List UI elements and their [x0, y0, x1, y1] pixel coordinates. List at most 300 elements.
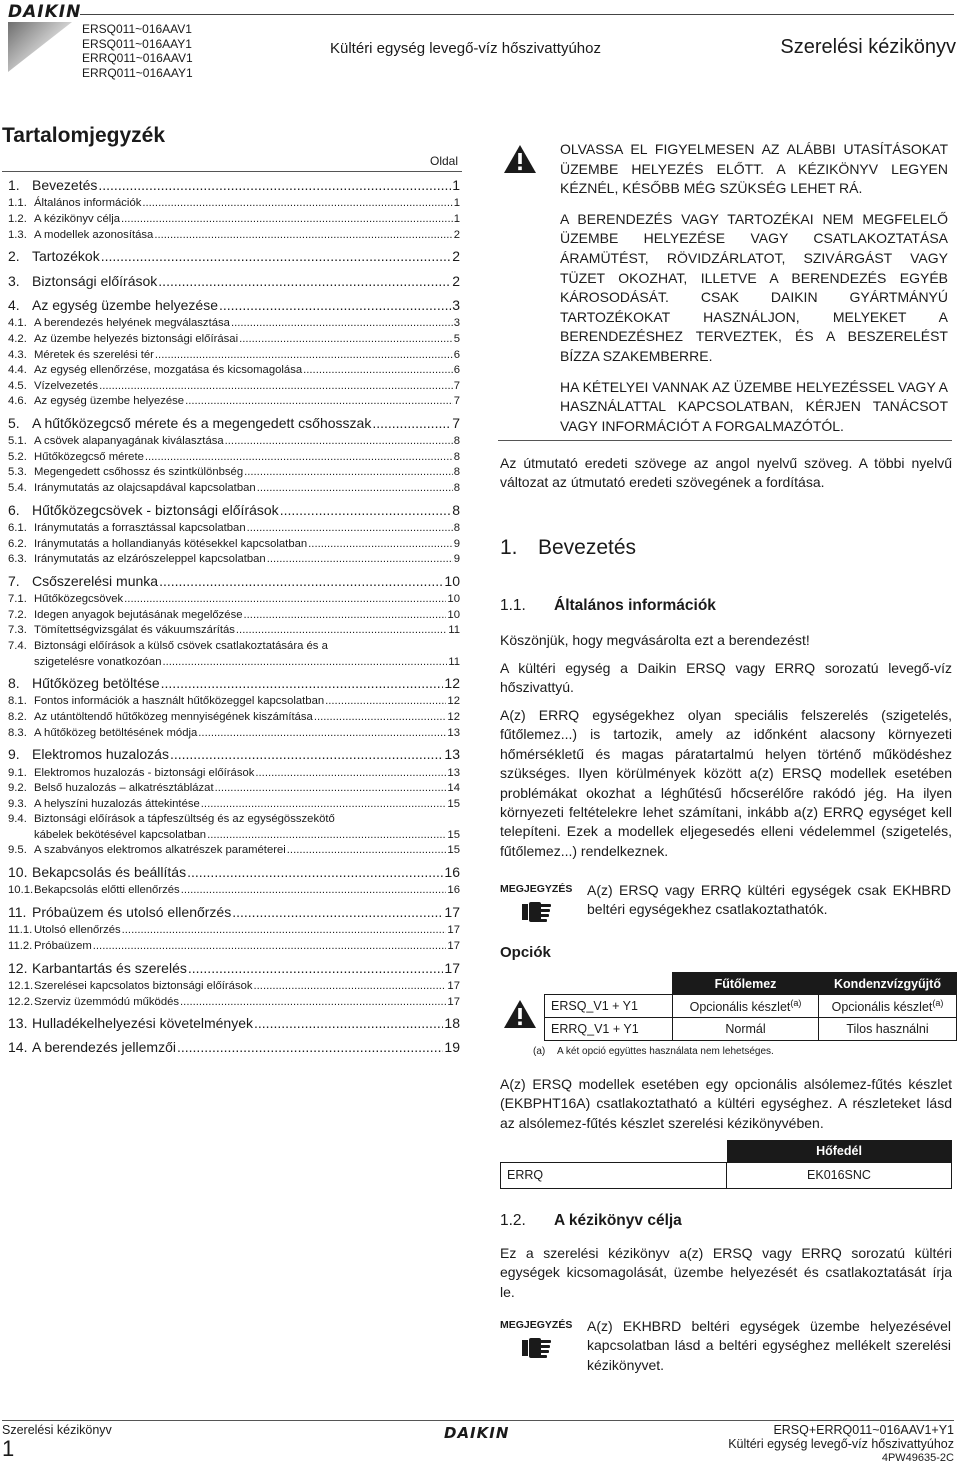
toc-leader [244, 608, 447, 624]
toc-page-number: 2 [452, 272, 460, 289]
toc-number: 7.2. [8, 608, 27, 621]
model-line: ERRQ011~016AAY1 [82, 65, 193, 80]
toc-number: 4.1. [8, 317, 27, 330]
toc-section-row[interactable] [8, 979, 460, 995]
toc-number: 4.3. [8, 348, 27, 361]
toc-title-text: Próbaüzem és utolsó ellenőrzés [32, 903, 232, 920]
document-code: 4PW49635-2C [881, 1452, 954, 1463]
toc-section-row[interactable] [8, 694, 460, 710]
toc-title-text: Biztonsági előírások a külső csövek csatlakoztatására és a [34, 640, 328, 653]
warning-block [560, 140, 948, 447]
warning-ask-dealer: HA KÉTELYEI VANNAK AZ ÜZEMBE HELYEZÉSSEL VAGY A HASZNÁLATTAL KAPCSOLATBAN, KÉRJEN TANÁCSOT VAGY INFORMÁCIÓT A FORGALMAZÓTÓL. [560, 378, 948, 434]
toc-title-text: Próbaüzem [34, 939, 92, 952]
toc-leader [180, 995, 446, 1011]
toc-chapter-row[interactable] [8, 501, 460, 521]
toc-page-number: 15 [447, 844, 460, 857]
footnote-text: A két opció együttes használata nem lehetséges. [557, 1046, 774, 1057]
toc-leader [314, 710, 447, 726]
subsection-heading-1-1 [500, 597, 716, 615]
toc-section-row[interactable] [8, 939, 460, 955]
toc-number: 9.3. [8, 797, 27, 810]
toc-section-row[interactable] [8, 379, 460, 395]
toc-number: 7. [8, 572, 20, 589]
note-hand-icon [522, 901, 552, 923]
toc-number: 4.5. [8, 379, 27, 392]
toc-chapter-row[interactable] [8, 414, 460, 434]
toc-title-text: Iránymutatás az olajcsapdával kapcsolatban [34, 482, 256, 495]
toc-leader [177, 1038, 443, 1057]
toc-leader [122, 923, 447, 939]
toc-number: 9.1. [8, 766, 27, 779]
toc-page-number: 17 [447, 979, 460, 992]
footer-product-title: Kültéri egység levegő-víz hőszivattyúhoz [728, 1437, 954, 1451]
toc-section-row[interactable] [8, 766, 460, 782]
subsection-title: A kézikönyv célja [554, 1212, 682, 1229]
table-cell: EK016SNC [727, 1162, 952, 1188]
toc-chapter-row[interactable] [8, 863, 460, 883]
toc-leader [201, 797, 447, 813]
toc-page-number: 8 [452, 501, 460, 518]
toc-page-number: 8 [453, 435, 460, 448]
toc-title-text: Hűtőközeg betöltése [32, 675, 160, 692]
toc-title-text: Szerelései kapcsolatos biztonsági előírások [34, 979, 253, 992]
toc-title-text: Iránymutatás az elzárószeleppel kapcsolatban [34, 553, 266, 566]
options-title: Opciók [500, 944, 551, 961]
toc-section-row[interactable] [8, 537, 460, 553]
toc-page-number: 15 [447, 797, 460, 810]
toc-number: 1.2. [8, 212, 27, 225]
toc-leader [287, 843, 447, 859]
toc-leader [239, 332, 453, 348]
table-row [545, 995, 957, 1018]
table-header-row [545, 973, 957, 995]
toc-leader [308, 537, 453, 553]
toc-section-row[interactable] [8, 995, 460, 1011]
section-number: 1. [500, 536, 518, 559]
toc-leader [303, 363, 453, 379]
toc-page-number: 10 [447, 608, 460, 621]
header-subtitle: Kültéri egység levegő-víz hőszivattyúhoz [330, 40, 601, 57]
toc-title-text: kábelek bekötésével kapcsolatban [34, 828, 207, 841]
toc-leader [372, 414, 451, 433]
toc-title-text: Szerviz üzemmódú működés [34, 995, 180, 1008]
toc-title-text: Iránymutatás a hollandianyás kötésekkel kapcsolatban [34, 537, 308, 550]
toc-title-text: Méretek és szerelési tér [34, 348, 154, 361]
toc-title-text: Csőszerelési munka [32, 572, 159, 589]
toc-title-text: A hűtőközegcső mérete és a megengedett csőhosszak [32, 414, 372, 431]
toc-number: 5.2. [8, 450, 27, 463]
toc-chapter-row[interactable] [8, 247, 460, 267]
errq-paragraph: A(z) ERRQ egységekhez olyan speciális felszerelés (szigetelés, fűtőlemez...) is tartozik, amely az időnként alacsony környezeti hőmérsékletű és magas páratartalmú helyen történő működéshez szükséges. Ilyen körülmények között a(z) ERSQ modellek esetében problémákat okozhat a léghűtésű hőcserélőre rakódó jég. Ha ilyen környezeti feltételekre lehet számítani, inkább a(z) ERRQ egységet kell telepíteni. Ezek a modellek eljegesedés elleni védelemmel (szigetelés, fűtőlemez...) rendelkeznek. [500, 707, 952, 859]
model-list [82, 22, 193, 80]
toc-number: 2. [8, 248, 20, 265]
toc-leader [215, 781, 447, 797]
toc-title-text: Iránymutatás a forrasztással kapcsolatban [34, 522, 246, 535]
toc-leader [280, 501, 452, 520]
toc-page-number: 17 [447, 939, 460, 952]
toc-title-text: Fontos információk a használt hűtőközeggel kapcsolatban [34, 695, 325, 708]
table-header: Fűtőlemez [673, 973, 819, 995]
toc-leader [188, 959, 444, 978]
toc-title-text: Karbantartás és szerelés [32, 959, 187, 976]
toc-page-number: 16 [447, 884, 460, 897]
toc-section-row[interactable] [8, 196, 460, 212]
toc-number: 14. [8, 1039, 28, 1056]
model-line: ERSQ011~016AAY1 [82, 36, 192, 51]
toc-number: 4.4. [8, 364, 27, 377]
toc-title-text: Az egység üzembe helyezése [32, 296, 218, 313]
toc-title-text: Bevezetés [32, 177, 98, 193]
options-table [544, 972, 957, 1041]
toc-page-number: 3 [452, 296, 460, 313]
toc-title-text: Elektromos huzalozás [32, 746, 169, 763]
warning-triangle-icon [503, 999, 537, 1029]
toc-section-row[interactable] [8, 212, 460, 228]
toc-chapter-row[interactable] [8, 296, 460, 316]
footer-left [2, 1423, 112, 1461]
footer-doc-title: Szerelési kézikönyv [2, 1423, 112, 1437]
purpose-paragraph: Ez a szerelési kézikönyv a(z) ERSQ vagy ERRQ sorozatú kültéri egységek kicsomagolását, üzembe helyezését és csatlakoztatását írja le. [500, 1245, 952, 1300]
toc-leader [170, 745, 443, 764]
toc-page-number: 12 [447, 695, 460, 708]
toc-leader [161, 674, 444, 693]
toc-chapter-row[interactable] [8, 1014, 460, 1034]
toc-number: 7.3. [8, 624, 27, 637]
toc-page-number: 17 [447, 924, 460, 937]
toc-leader [236, 623, 447, 639]
toc-page-number: 2 [452, 248, 460, 265]
footnote-mark: (a) [533, 1046, 546, 1057]
thanks-paragraph: Köszönjük, hogy megvásárolta ezt a berendezést! [500, 632, 810, 648]
table-cell [819, 995, 957, 1018]
toc-page-number: 11 [448, 624, 460, 637]
toc-page-number: 8 [453, 466, 460, 479]
toc-chapter-row[interactable] [8, 903, 460, 923]
toc-title-text: A hűtőközeg betöltésének módja [34, 726, 198, 739]
toc-page-number: 6 [453, 364, 460, 377]
toc-number: 5. [8, 414, 20, 431]
toc-leader [219, 296, 451, 315]
toc-number: 4.6. [8, 395, 27, 408]
toc-leader [325, 694, 446, 710]
toc-number: 6.2. [8, 537, 27, 550]
table-header-blank [501, 1140, 727, 1162]
toc-page-number: 8 [453, 522, 460, 535]
header-rule [80, 14, 954, 15]
footer-right [728, 1423, 954, 1463]
toc-leader [255, 766, 446, 782]
toc-number: 3. [8, 272, 20, 289]
toc-section-row[interactable] [8, 843, 460, 859]
toc-section-row[interactable] [8, 228, 460, 244]
toc-section-row[interactable] [8, 592, 460, 608]
toc-number: 6.3. [8, 553, 27, 566]
toc-title-text: Hűtőközegcsövek [34, 593, 124, 606]
toc-title-text: A berendezés jellemzői [32, 1039, 176, 1056]
toc-title-text: A modellek azonosítása [34, 228, 154, 241]
toc-leader [98, 176, 451, 195]
note-indoor-manual: A(z) EKHBRD beltéri egységek üzembe helyezésével kapcsolatban lásd a beltéri egységhez mellékelt szerelési kézikönyvet. [587, 1318, 951, 1373]
table-cell [673, 995, 819, 1018]
toc-section-row[interactable] [8, 450, 460, 466]
cell-text: Opcionális készlet [689, 1000, 791, 1015]
toc-title: Tartalomjegyzék [2, 124, 166, 147]
toc-title-text: Megengedett csőhossz és szintkülönbség [34, 466, 244, 479]
toc-page-number: 9 [453, 553, 460, 566]
toc-page-number: 7 [453, 395, 460, 408]
table-row [545, 1018, 957, 1041]
toc-section-row[interactable] [8, 639, 460, 670]
toc-section-row[interactable] [8, 726, 460, 742]
toc-leader [207, 828, 446, 844]
toc-title-text: Bekapcsolás és beállítás [32, 863, 187, 880]
toc-number: 5.3. [8, 466, 27, 479]
toc-page-number: 17 [447, 995, 460, 1008]
footer-rule [2, 1420, 954, 1421]
table-footnote [533, 1046, 774, 1057]
toc-section-row[interactable] [8, 883, 460, 899]
toc-title-text: Bekapcsolás előtti ellenőrzés [34, 884, 180, 897]
toc-chapter-row[interactable] [8, 176, 460, 196]
toc-page-number: 8 [453, 450, 460, 463]
toc-page-number: 17 [444, 903, 460, 920]
toc-page-number: 8 [453, 482, 460, 495]
toc-title-text: A csövek alapanyagának kiválasztása [34, 435, 224, 448]
toc-section-row[interactable] [8, 394, 460, 410]
toc-page-number: 3 [453, 317, 460, 330]
toc-leader [101, 247, 452, 266]
toc-title-text: Az egység ellenőrzése, mozgatása és kicsomagolása [34, 364, 303, 377]
toc-section-row[interactable] [8, 781, 460, 797]
toc-number: 9.5. [8, 844, 27, 857]
toc-number: 10.1. [8, 884, 34, 897]
toc-leader [159, 572, 443, 591]
toc-section-row[interactable] [8, 623, 460, 639]
toc-title-text: Belső huzalozás – alkatrésztáblázat [34, 782, 214, 795]
toc-page-number: 14 [447, 782, 460, 795]
toc-section-row[interactable] [8, 332, 460, 348]
toc-chapter-row[interactable] [8, 674, 460, 694]
toc-leader [198, 726, 446, 742]
toc-leader [254, 1014, 443, 1033]
toc-number: 12.2. [8, 995, 34, 1008]
intro-paragraph: A kültéri egység a Daikin ERSQ vagy ERRQ sorozatú levegő-víz hőszivattyú. [500, 660, 952, 696]
page-number: 1 [2, 1436, 15, 1461]
toc-leader [231, 316, 453, 332]
footnote-ref: (a) [932, 997, 944, 1008]
note-hand-icon [522, 1337, 552, 1359]
table-header: Hőfedél [727, 1140, 952, 1162]
model-line: ERRQ011~016AAV1 [82, 51, 193, 66]
subsection-title: Általános információk [554, 597, 716, 614]
toc-title-text: A szabványos elektromos alkatrészek paraméterei [34, 844, 286, 857]
toc-chapter-row[interactable] [8, 1038, 460, 1058]
toc-number: 9.4. [8, 813, 27, 826]
note-ekhbrd-only: A(z) ERSQ vagy ERRQ kültéri egységek csak EKHBRD beltéri egységekhez csatlakoztathatók. [587, 882, 951, 918]
footnote-ref: (a) [790, 997, 802, 1008]
toc-number: 1.3. [8, 228, 27, 241]
table-row [501, 1162, 952, 1188]
toc-section-row[interactable] [8, 812, 460, 843]
toc-section-row[interactable] [8, 348, 460, 364]
warning-read-carefully: OLVASSA EL FIGYELMESEN AZ ALÁBBI UTASÍTÁSOKAT ÜZEMBE HELYEZÉS ELŐTT. A KÉZIKÖNYV LEGYEN KÉZNÉL, KÉSŐBB MÉG SZÜKSÉG LEHET RÁ. [560, 141, 948, 197]
warning-improper-installation: A BERENDEZÉS VAGY TARTOZÉKAI NEM MEGFELELŐ ÜZEMBE HELYEZÉSE VAGY CSATLAKOZTATÁSA ÁRAMÜTÉST, RÖVIDZÁRLATOT, SZIVÁRGÁST VAGY TÜZET OKOZHAT, ILLETVE A BERENDEZÉS EGYÉB KÁROSODÁSÁT. CSAK DAIKIN GYÁRTMÁNYÚ TARTOZÉKOKAT HASZNÁLJON, MELYEKET A BERENDEZÉSHEZ TERVEZTEK, ÉS A BESZERELÉST BÍZZA SZAKEMBERRE. [560, 210, 948, 364]
toc-page-label: Oldal [430, 154, 459, 168]
toc-number: 4. [8, 296, 20, 313]
toc-page-number: 1 [453, 197, 460, 210]
toc-chapter-row[interactable] [8, 959, 460, 979]
toc-leader [254, 979, 447, 995]
toc-page-number: 10 [447, 593, 460, 606]
toc-leader [155, 348, 453, 364]
toc-title-text: Az utántöltendő hűtőközeg mennyiségének kiszámítása [34, 711, 313, 723]
toc-leader [247, 521, 453, 537]
toc-section-row[interactable] [8, 363, 460, 379]
toc-leader [181, 883, 447, 899]
toc-page-number: 1 [452, 177, 460, 193]
toc-number: 8.3. [8, 726, 27, 739]
section-rule [498, 440, 952, 441]
toc-page-number: 12 [447, 711, 460, 723]
toc-title-text: Az egység üzembe helyezése [34, 395, 185, 408]
toc-leader [232, 903, 443, 922]
toc-page-number: 15 [447, 828, 460, 841]
toc-number: 8. [8, 675, 20, 692]
toc-page-number: 17 [444, 959, 460, 976]
toc-leader [93, 939, 447, 955]
table-header-row [501, 1140, 952, 1162]
toc-rule [2, 171, 462, 172]
toc-number: 11. [8, 903, 27, 920]
toc-number: 6. [8, 501, 20, 518]
toc-leader [257, 481, 453, 497]
table-cell-model: ERSQ_V1 + Y1 [545, 995, 673, 1018]
toc-number: 8.2. [8, 711, 27, 723]
toc-number: 5.1. [8, 435, 27, 448]
section-heading-1 [500, 536, 636, 560]
subsection-number: 1.1. [500, 597, 526, 614]
toc-leader [154, 228, 452, 244]
toc-page-number: 2 [453, 228, 460, 241]
toc-number: 1. [8, 177, 20, 193]
table-header-blank [545, 973, 673, 995]
toc-number: 11.1. [8, 924, 33, 937]
toc-title-text: szigetelésre vonatkozóan [34, 655, 162, 668]
model-line: ERSQ011~016AAV1 [82, 22, 192, 36]
table-header: Kondenzvízgyűjtő [819, 973, 957, 995]
original-language-note: Az útmutató eredeti szövege az angol nyelvű szöveg. A többi nyelvű változat az útmutató eredeti szövegének a fordítása. [500, 455, 952, 491]
toc-section-row[interactable] [8, 316, 460, 332]
toc-title-text: Biztonsági előírások [32, 272, 158, 289]
toc-leader [162, 655, 447, 671]
toc-leader [142, 196, 452, 212]
toc-section-row[interactable] [8, 465, 460, 481]
toc-number: 13. [8, 1015, 28, 1032]
bottom-plate-heater-paragraph: A(z) ERSQ modellek esetében egy opcionális alsólemez-fűtés készlet (EKBPHT16A) csatlakoztatható a kültéri egységhez. A részleteket lásd az alsólemez-fűtés készlet szerelési kézikönyvében. [500, 1076, 952, 1131]
toc-title-text: A helyszíni huzalozás áttekintése [34, 797, 200, 810]
toc-section-row[interactable] [8, 521, 460, 537]
toc-page-number: 6 [453, 348, 460, 361]
toc-number: 1.1. [8, 197, 27, 210]
toc-page-number: 13 [447, 766, 460, 779]
toc-number: 9. [8, 746, 20, 763]
toc-number: 6.1. [8, 522, 27, 535]
toc-leader [244, 465, 453, 481]
table-cell-model: ERRQ_V1 + Y1 [545, 1018, 673, 1041]
section-title: Bevezetés [538, 536, 637, 559]
toc-title-text: Tartozékok [32, 248, 100, 265]
footer-model: ERSQ+ERRQ011~016AAV1+Y1 [773, 1423, 954, 1437]
toc-title-text: Tömítettségvizsgálat és vákuumszárítás [34, 624, 235, 637]
toc-number: 11.2. [8, 939, 33, 952]
header-title: Szerelési kézikönyv [780, 36, 956, 58]
subsection-number: 1.2. [500, 1212, 526, 1229]
toc-page-number: 1 [453, 212, 460, 225]
toc-number: 12. [8, 959, 28, 976]
daikin-logo: DAIKIN [8, 2, 82, 22]
toc-title-text: Hűtőközegcsövek - biztonsági előírások [32, 501, 279, 518]
toc-section-row[interactable] [8, 434, 460, 450]
toc-leader [187, 863, 443, 882]
toc-chapter-row[interactable] [8, 272, 460, 292]
toc-leader [124, 592, 446, 608]
toc-page-number: 7 [452, 414, 460, 431]
toc-title-text: Az üzembe helyezés biztonsági előírásai [34, 332, 239, 345]
header-corner-decoration [8, 22, 72, 72]
toc-chapter-row[interactable] [8, 745, 460, 765]
toc-title-text: Utolsó ellenőrzés [34, 924, 121, 937]
toc-leader [267, 552, 453, 568]
toc-number: 7.4. [8, 640, 27, 653]
toc-number: 9.2. [8, 782, 27, 795]
toc-chapter-row[interactable] [8, 572, 460, 592]
toc-section-row[interactable] [8, 797, 460, 813]
hofedel-table [500, 1140, 952, 1189]
toc-title-text: Elektromos huzalozás - biztonsági előírások [34, 766, 255, 779]
toc-section-row[interactable] [8, 552, 460, 568]
toc-page-number: 7 [453, 379, 460, 392]
toc-page-number: 13 [444, 746, 460, 763]
toc-leader [158, 272, 451, 291]
toc-leader [99, 379, 453, 395]
toc-page-number: 12 [444, 675, 460, 692]
toc-number: 10. [8, 863, 28, 880]
subsection-heading-1-2 [500, 1212, 682, 1230]
toc-page-number: 11 [448, 655, 460, 668]
toc-page-number: 16 [444, 863, 460, 880]
footer-daikin-logo: DAIKIN [444, 1424, 510, 1442]
toc-section-row[interactable] [8, 710, 460, 726]
toc-page-number: 19 [444, 1039, 460, 1056]
toc-page-number: 9 [453, 537, 460, 550]
toc-section-row[interactable] [8, 923, 460, 939]
toc-page-number: 10 [444, 572, 460, 589]
toc-list [8, 176, 460, 1059]
toc-title-text: A berendezés helyének megválasztása [34, 317, 230, 330]
table-cell-model: ERRQ [501, 1162, 727, 1188]
toc-page-number: 18 [444, 1015, 460, 1032]
toc-title-text: Vízelvezetés [34, 379, 99, 392]
toc-page-number: 13 [447, 726, 460, 739]
toc-leader [225, 434, 453, 450]
toc-section-row[interactable] [8, 481, 460, 497]
toc-title-text: Általános információk [34, 197, 142, 210]
table-cell: Tilos használni [819, 1018, 957, 1041]
toc-leader [185, 394, 453, 410]
toc-number: 8.1. [8, 695, 27, 708]
note-label: MEGJEGYZÉS [500, 883, 573, 895]
toc-section-row[interactable] [8, 608, 460, 624]
